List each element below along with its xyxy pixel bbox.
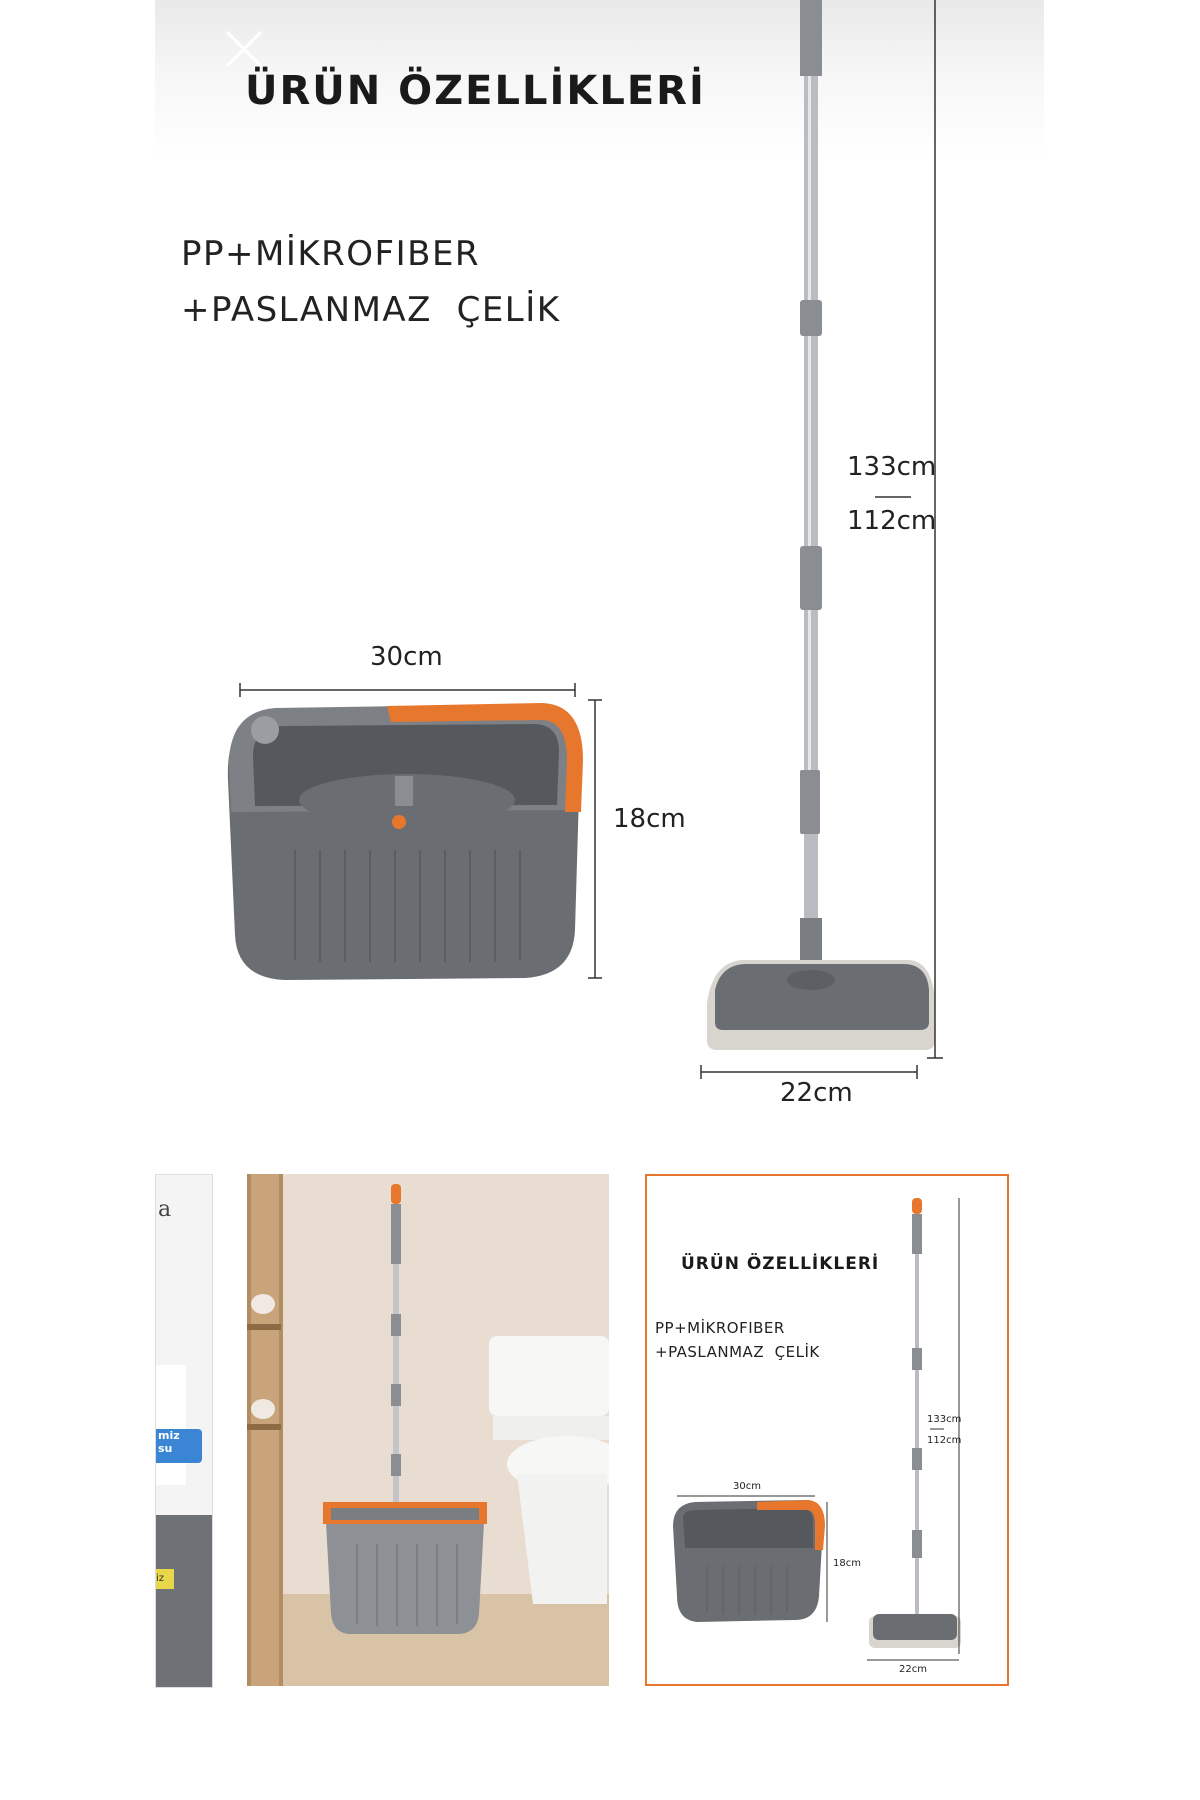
- thumbnail-3-bucket-height: 18cm: [833, 1558, 861, 1569]
- height-max-label: 133cm: [847, 452, 937, 482]
- thumbnail-3-selected[interactable]: [645, 1174, 1009, 1686]
- close-button[interactable]: [223, 28, 265, 70]
- thumbnail-1-badge: miz su: [156, 1429, 202, 1463]
- thumbnail-2[interactable]: [247, 1174, 609, 1686]
- thumbnail-1-badge-2: iz: [156, 1569, 174, 1589]
- product-illustration: [155, 0, 1044, 1140]
- height-min-label: 112cm: [847, 506, 937, 536]
- bucket-height-label: 18cm: [613, 804, 686, 834]
- main-product-image: [155, 0, 1044, 1140]
- thumbnail-3-height-max: 133cm: [927, 1414, 962, 1425]
- mop-width-label: 22cm: [780, 1078, 853, 1108]
- bathroom-scene-image: [247, 1174, 609, 1686]
- thumbnail-3-illustration: [647, 1176, 1007, 1684]
- bucket-width-label: 30cm: [370, 642, 443, 672]
- material-text: [181, 226, 561, 338]
- thumbnail-3-mop-width: 22cm: [899, 1664, 927, 1675]
- thumbnail-3-material: PP+MİKROFIBER +PASLANMAZ ÇELİK: [655, 1319, 820, 1361]
- page-title: ÜRÜN ÖZELLİKLERİ: [245, 68, 706, 114]
- thumbnail-1-dark-area: [156, 1515, 212, 1687]
- thumbnail-1-panel: [156, 1365, 186, 1485]
- material-line-2: +PASLANMAZ ÇELİK: [181, 290, 561, 330]
- close-icon: [223, 28, 265, 70]
- thumbnail-3-height-min: 112cm: [927, 1435, 962, 1446]
- material-line-1: PP+MİKROFIBER: [181, 234, 481, 274]
- thumbnail-1[interactable]: [155, 1174, 213, 1688]
- thumbnail-3-bucket-width: 30cm: [733, 1481, 761, 1492]
- thumbnail-3-title: ÜRÜN ÖZELLİKLERİ: [681, 1254, 880, 1274]
- thumbnail-1-text: a: [158, 1197, 172, 1222]
